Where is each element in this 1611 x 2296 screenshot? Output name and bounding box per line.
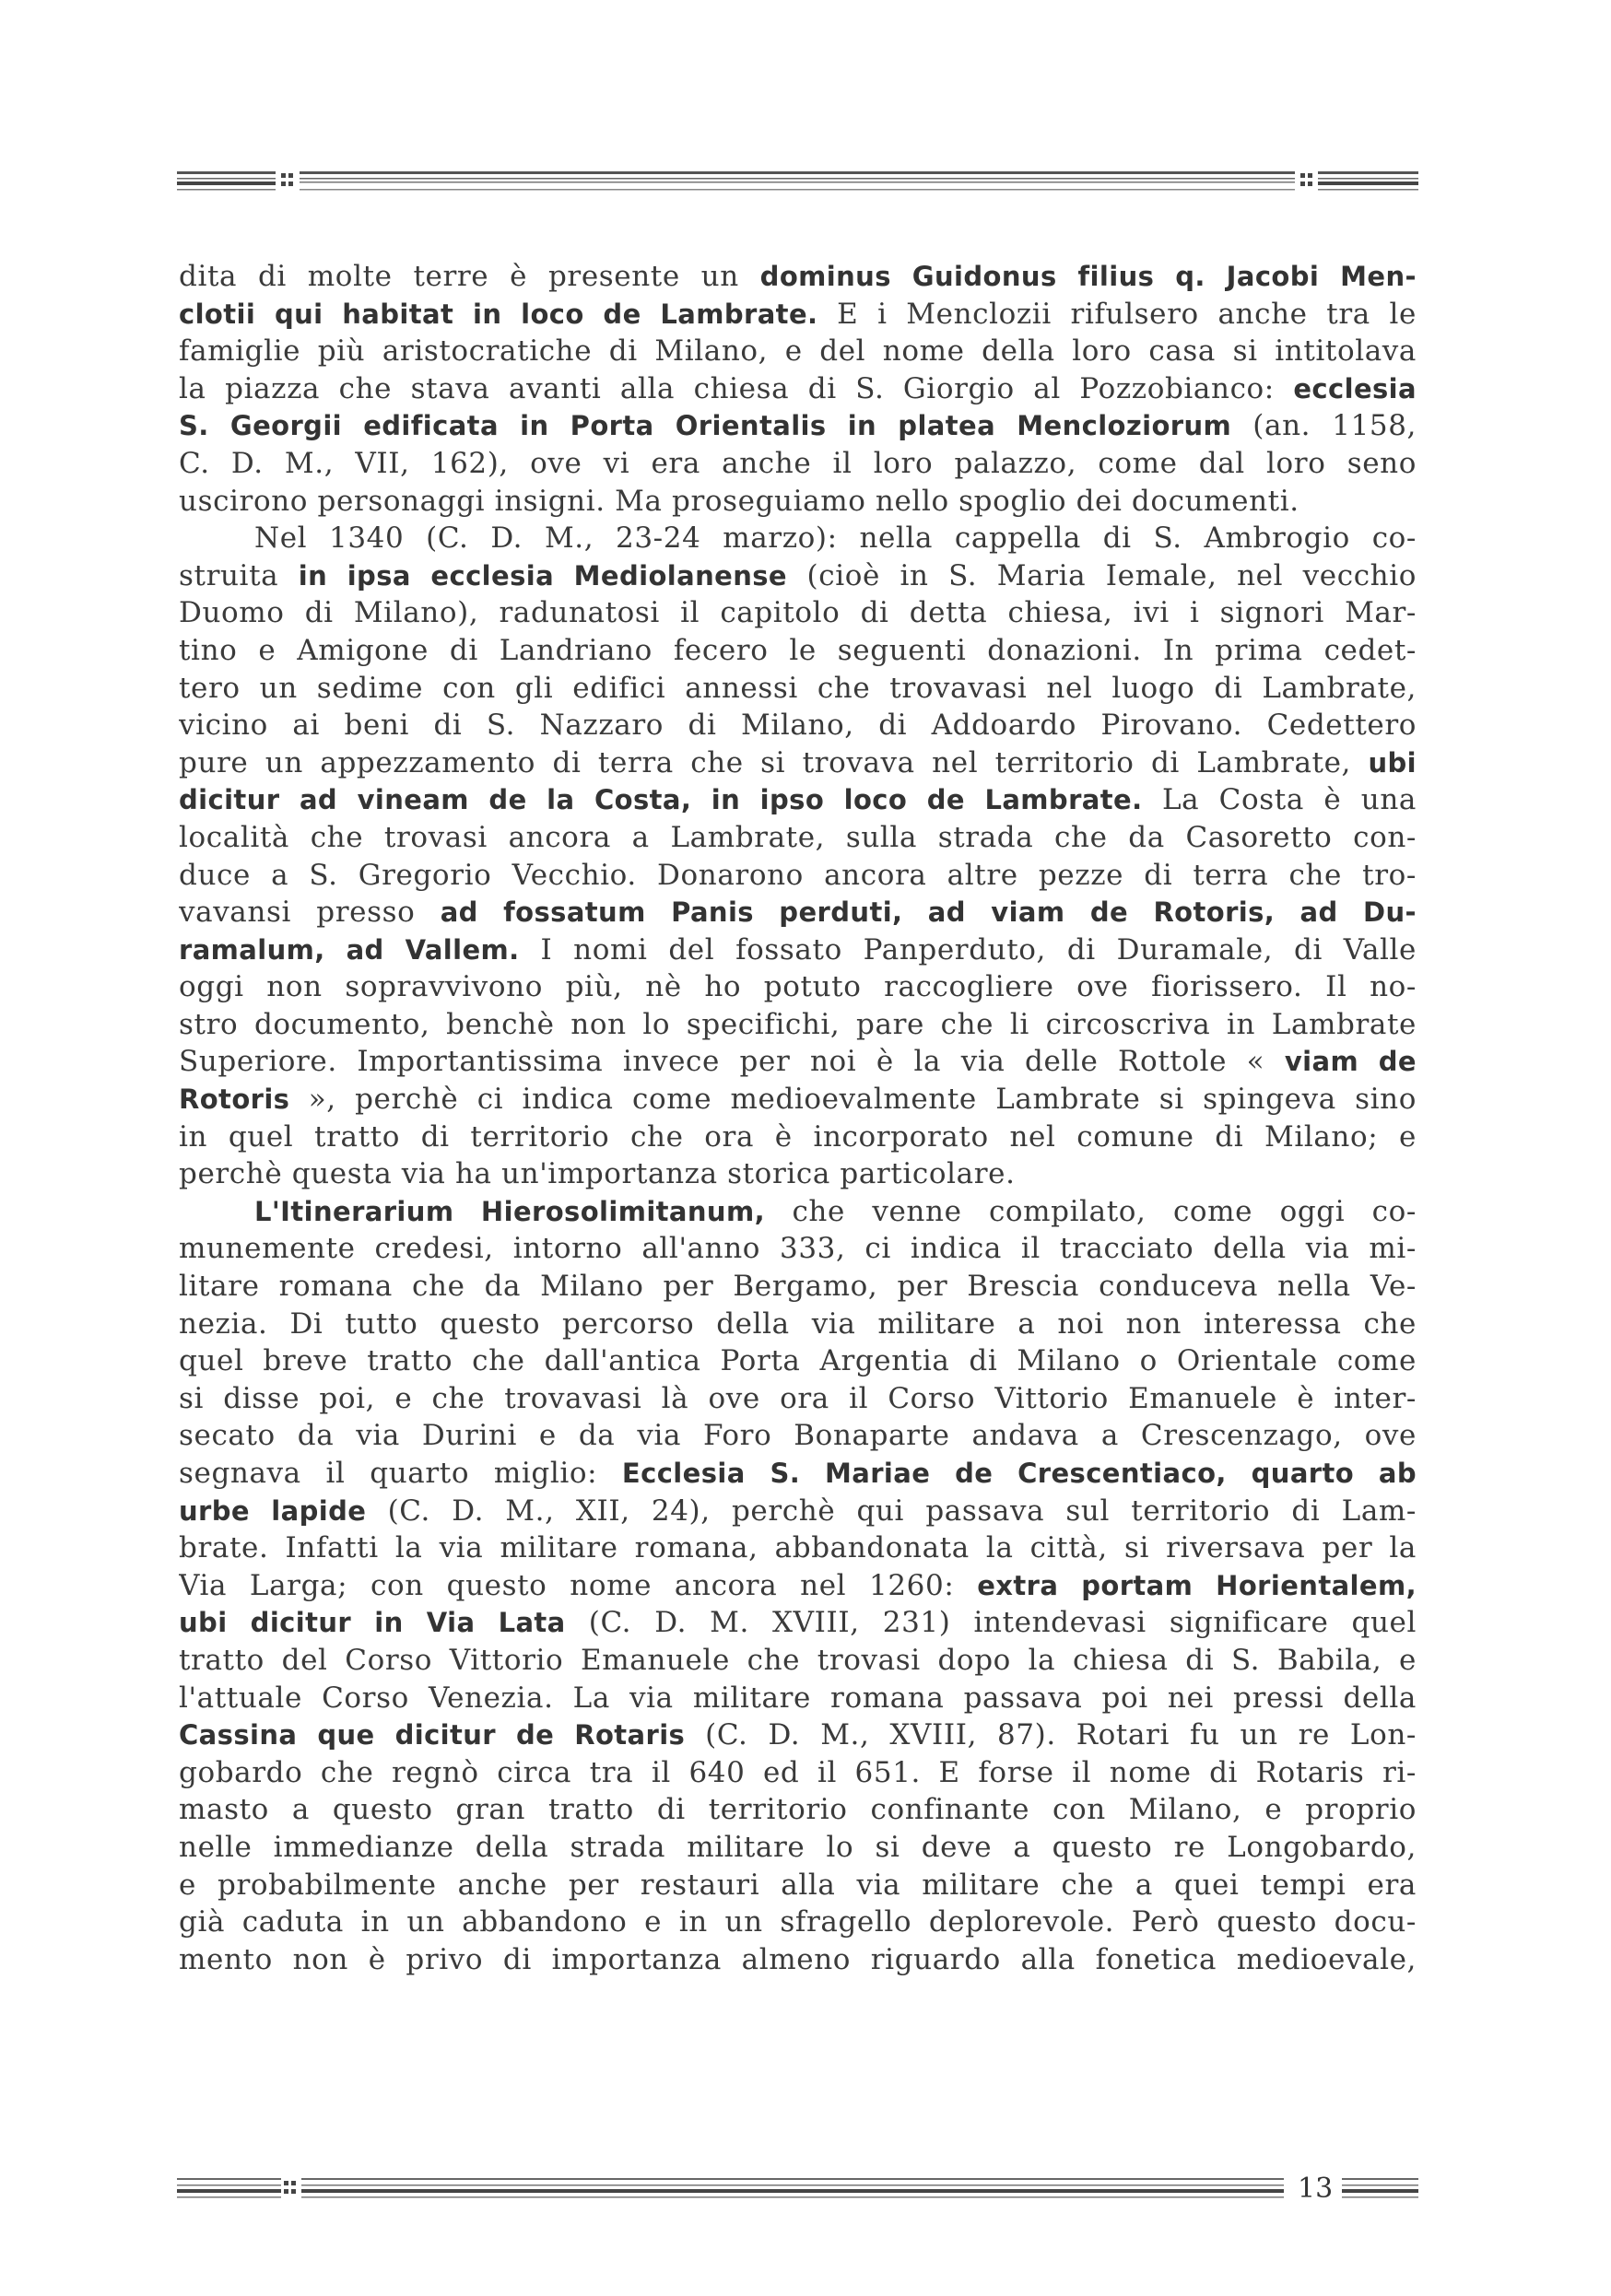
text-line: [179, 1417, 1417, 1455]
bold-citation: urbe lapide: [179, 1494, 367, 1527]
bold-citation: Cassina que dicitur de Rotaris: [179, 1719, 686, 1751]
text-segment: brate. Infatti la via militare romana, abbandonata la città, si riversava per la: [179, 1531, 1417, 1565]
text-line: [179, 744, 1417, 782]
bold-citation: S. Georgii edificata in Porta Orientalis in platea Mencloziorum: [179, 410, 1232, 442]
text-segment: C. D. M., VII, 162), ove vi era anche il loro palazzo, come dal loro seno: [179, 446, 1417, 480]
text-segment: perchè questa via ha un'importanza storica particolare.: [179, 1157, 1016, 1191]
text-line: [179, 1791, 1417, 1829]
text-segment: località che trovasi ancora a Lambrate, sulla strada che da Casoretto con-: [179, 820, 1417, 854]
top-decorative-rule: [177, 170, 1418, 197]
text-line: [179, 968, 1417, 1006]
bold-citation: extra portam Horientalem,: [977, 1569, 1417, 1601]
text-segment: quel breve tratto che dall'antica Porta Argentia di Milano o Orientale come: [179, 1344, 1417, 1378]
bold-citation: ubi dicitur in Via Lata: [179, 1607, 566, 1639]
text-segment: in quel tratto di territorio che ora è incorporato nel comune di Milano; e: [179, 1119, 1417, 1154]
text-segment: struita: [179, 558, 299, 592]
text-segment: e probabilmente anche per restauri alla via militare che a quei tempi era: [179, 1868, 1417, 1902]
bold-citation: Rotoris: [179, 1084, 290, 1116]
text-segment: segnava il quarto miglio:: [179, 1457, 622, 1490]
bold-citation: ubi: [1368, 746, 1417, 779]
text-segment: (C. D. M. XVIII, 231) intendevasi significare quel: [565, 1606, 1417, 1640]
text-line: [179, 894, 1417, 931]
text-line: [179, 632, 1417, 670]
text-segment: stro documento, benchè non lo specifichi, pare che li circoscriva in Lambrate: [179, 1007, 1417, 1041]
text-line: [179, 1342, 1417, 1380]
text-line: [179, 1119, 1417, 1156]
text-segment: nezia. Di tutto questo percorso della via militare a noi non interessa che: [179, 1306, 1417, 1341]
text-line: [179, 1306, 1417, 1343]
text-segment: gobardo che regnò circa tra il 640 ed il 651. E forse il nome di Rotaris ri-: [179, 1755, 1417, 1789]
text-line: [179, 1867, 1417, 1904]
text-segment: vavansi presso: [179, 896, 441, 930]
text-segment: secato da via Durini e da via Foro Bonaparte andava a Crescenzago, ove: [179, 1419, 1417, 1453]
body-text: [179, 258, 1417, 1978]
text-segment: dita di molte terre è presente un: [179, 260, 760, 293]
text-segment: (C. D. M., XII, 24), perchè qui passava sul territorio di Lam-: [366, 1494, 1417, 1528]
text-line: [179, 1567, 1417, 1605]
text-segment: (an. 1158,: [1231, 409, 1417, 443]
text-line: [179, 781, 1417, 819]
text-segment: vicino ai beni di S. Nazzaro di Milano, di Addoardo Pirovano. Cedettero: [179, 709, 1417, 743]
text-line: [179, 296, 1417, 334]
text-segment: già caduta in un abbandono e in un sfragello deplorevole. Però questo docu-: [179, 1905, 1417, 1939]
text-segment: mento non è privo di importanza almeno riguardo alla fonetica medioevale,: [179, 1942, 1417, 1976]
text-segment: Via Larga; con questo nome ancora nel 1260:: [179, 1568, 978, 1602]
text-segment: Superiore. Importantissima invece per noi è la via delle Rottole «: [179, 1045, 1285, 1079]
text-line: [179, 1155, 1417, 1193]
bold-citation: dicitur ad vineam de la Costa, in ipso loco de Lambrate.: [179, 784, 1143, 816]
text-segment: litare romana che da Milano per Bergamo, per Brescia conduceva nella Ve-: [179, 1270, 1417, 1304]
text-line: [179, 1455, 1417, 1493]
text-segment: nelle immedianze della strada militare lo si deve a questo re Longobardo,: [179, 1830, 1417, 1864]
text-line: [179, 258, 1417, 296]
text-segment: famiglie più aristocratiche di Milano, e del nome della loro casa si intitolava: [179, 334, 1417, 369]
text-segment: tino e Amigone di Landriano fecero le seguenti donazioni. In prima cedet-: [179, 633, 1417, 667]
text-segment: duce a S. Gregorio Vecchio. Donarono ancora altre pezze di terra che tro-: [179, 858, 1417, 892]
bottom-decorative-rule: [177, 2173, 1418, 2209]
bold-citation: ecclesia: [1293, 372, 1417, 404]
text-line: [179, 1493, 1417, 1530]
text-line: [179, 407, 1417, 445]
text-line: [179, 370, 1417, 408]
text-line: [179, 1230, 1417, 1268]
text-line: [179, 670, 1417, 708]
text-line: [179, 1754, 1417, 1792]
text-line: [179, 445, 1417, 483]
text-line: [179, 857, 1417, 895]
text-line: [179, 1529, 1417, 1567]
text-line: [179, 819, 1417, 857]
text-segment: (C. D. M., XVIII, 87). Rotari fu un re Lon-: [685, 1718, 1417, 1752]
text-segment: munemente credesi, intorno all'anno 333, ci indica il tracciato della via mi-: [179, 1232, 1417, 1266]
text-segment: Nel 1340 (C. D. M., 23-24 marzo): nella cappella di S. Ambrogio co-: [254, 521, 1417, 556]
text-line: [179, 1904, 1417, 1941]
text-segment: masto a questo gran tratto di territorio confinante con Milano, e proprio: [179, 1793, 1417, 1827]
text-line: [179, 1081, 1417, 1119]
text-segment: E i Menclozii rifulsero anche tra le: [817, 297, 1417, 331]
bold-citation: clotii qui habitat in loco de Lambrate.: [179, 298, 818, 330]
text-segment: Duomo di Milano), radunatosi il capitolo di detta chiesa, ivi i signori Mar-: [179, 596, 1417, 630]
bold-citation: in ipsa ecclesia Mediolanense: [298, 559, 787, 592]
text-segment: oggi non sopravvivono più, nè ho potuto raccogliere ove fiorissero. Il no-: [179, 970, 1417, 1004]
text-segment: tero un sedime con gli edifici annessi che trovavasi nel luogo di Lambrate,: [179, 671, 1417, 705]
bold-citation: viam de: [1284, 1046, 1417, 1078]
text-line: [179, 557, 1417, 595]
text-segment: la piazza che stava avanti alla chiesa di S. Giorgio al Pozzobianco:: [179, 371, 1294, 405]
text-segment: », perchè ci indica come medioevalmente Lambrate si spingeva sino: [289, 1083, 1417, 1117]
bold-citation: L'Itinerarium Hierosolimitanum,: [254, 1195, 766, 1227]
text-line: [179, 333, 1417, 370]
text-line: [179, 1380, 1417, 1418]
text-segment: si disse poi, e che trovavasi là ove ora il Corso Vittorio Emanuele è inter-: [179, 1381, 1417, 1415]
text-line: [179, 1829, 1417, 1867]
page-number: 13: [1298, 2173, 1334, 2205]
bold-citation: dominus Guidonus filius q. Jacobi Men-: [759, 261, 1417, 292]
bold-citation: ramalum, ad Vallem.: [179, 933, 520, 966]
text-segment: l'attuale Corso Venezia. La via militare romana passava poi nei pressi della: [179, 1681, 1417, 1715]
text-line: [179, 1043, 1417, 1081]
bold-citation: ad fossatum Panis perduti, ad viam de Rotoris, ad Du-: [440, 896, 1417, 929]
text-line: [179, 1941, 1417, 1979]
text-line: [179, 483, 1417, 521]
text-line: [179, 1680, 1417, 1717]
text-line: [179, 1193, 1417, 1231]
text-line: [179, 1006, 1417, 1044]
text-segment: La Costa è una: [1142, 783, 1417, 817]
text-line: [179, 1642, 1417, 1680]
text-line: [179, 931, 1417, 969]
text-line: [179, 707, 1417, 744]
text-line: [179, 520, 1417, 557]
text-line: [179, 1716, 1417, 1754]
text-line: [179, 594, 1417, 632]
bold-citation: Ecclesia S. Mariae de Crescentiaco, quarto ab: [621, 1458, 1417, 1489]
text-line: [179, 1604, 1417, 1642]
text-line: [179, 1268, 1417, 1306]
text-segment: pure un appezzamento di terra che si trovava nel territorio di Lambrate,: [179, 745, 1369, 779]
text-segment: che venne compilato, come oggi co-: [765, 1194, 1417, 1228]
text-segment: tratto del Corso Vittorio Emanuele che trovasi dopo la chiesa di S. Babila, e: [179, 1643, 1417, 1677]
text-segment: (cioè in S. Maria Iemale, nel vecchio: [787, 558, 1417, 592]
text-segment: uscirono personaggi insigni. Ma proseguiamo nello spoglio dei documenti.: [179, 484, 1299, 518]
text-segment: I nomi del fossato Panperduto, di Duramale, di Valle: [519, 932, 1417, 966]
